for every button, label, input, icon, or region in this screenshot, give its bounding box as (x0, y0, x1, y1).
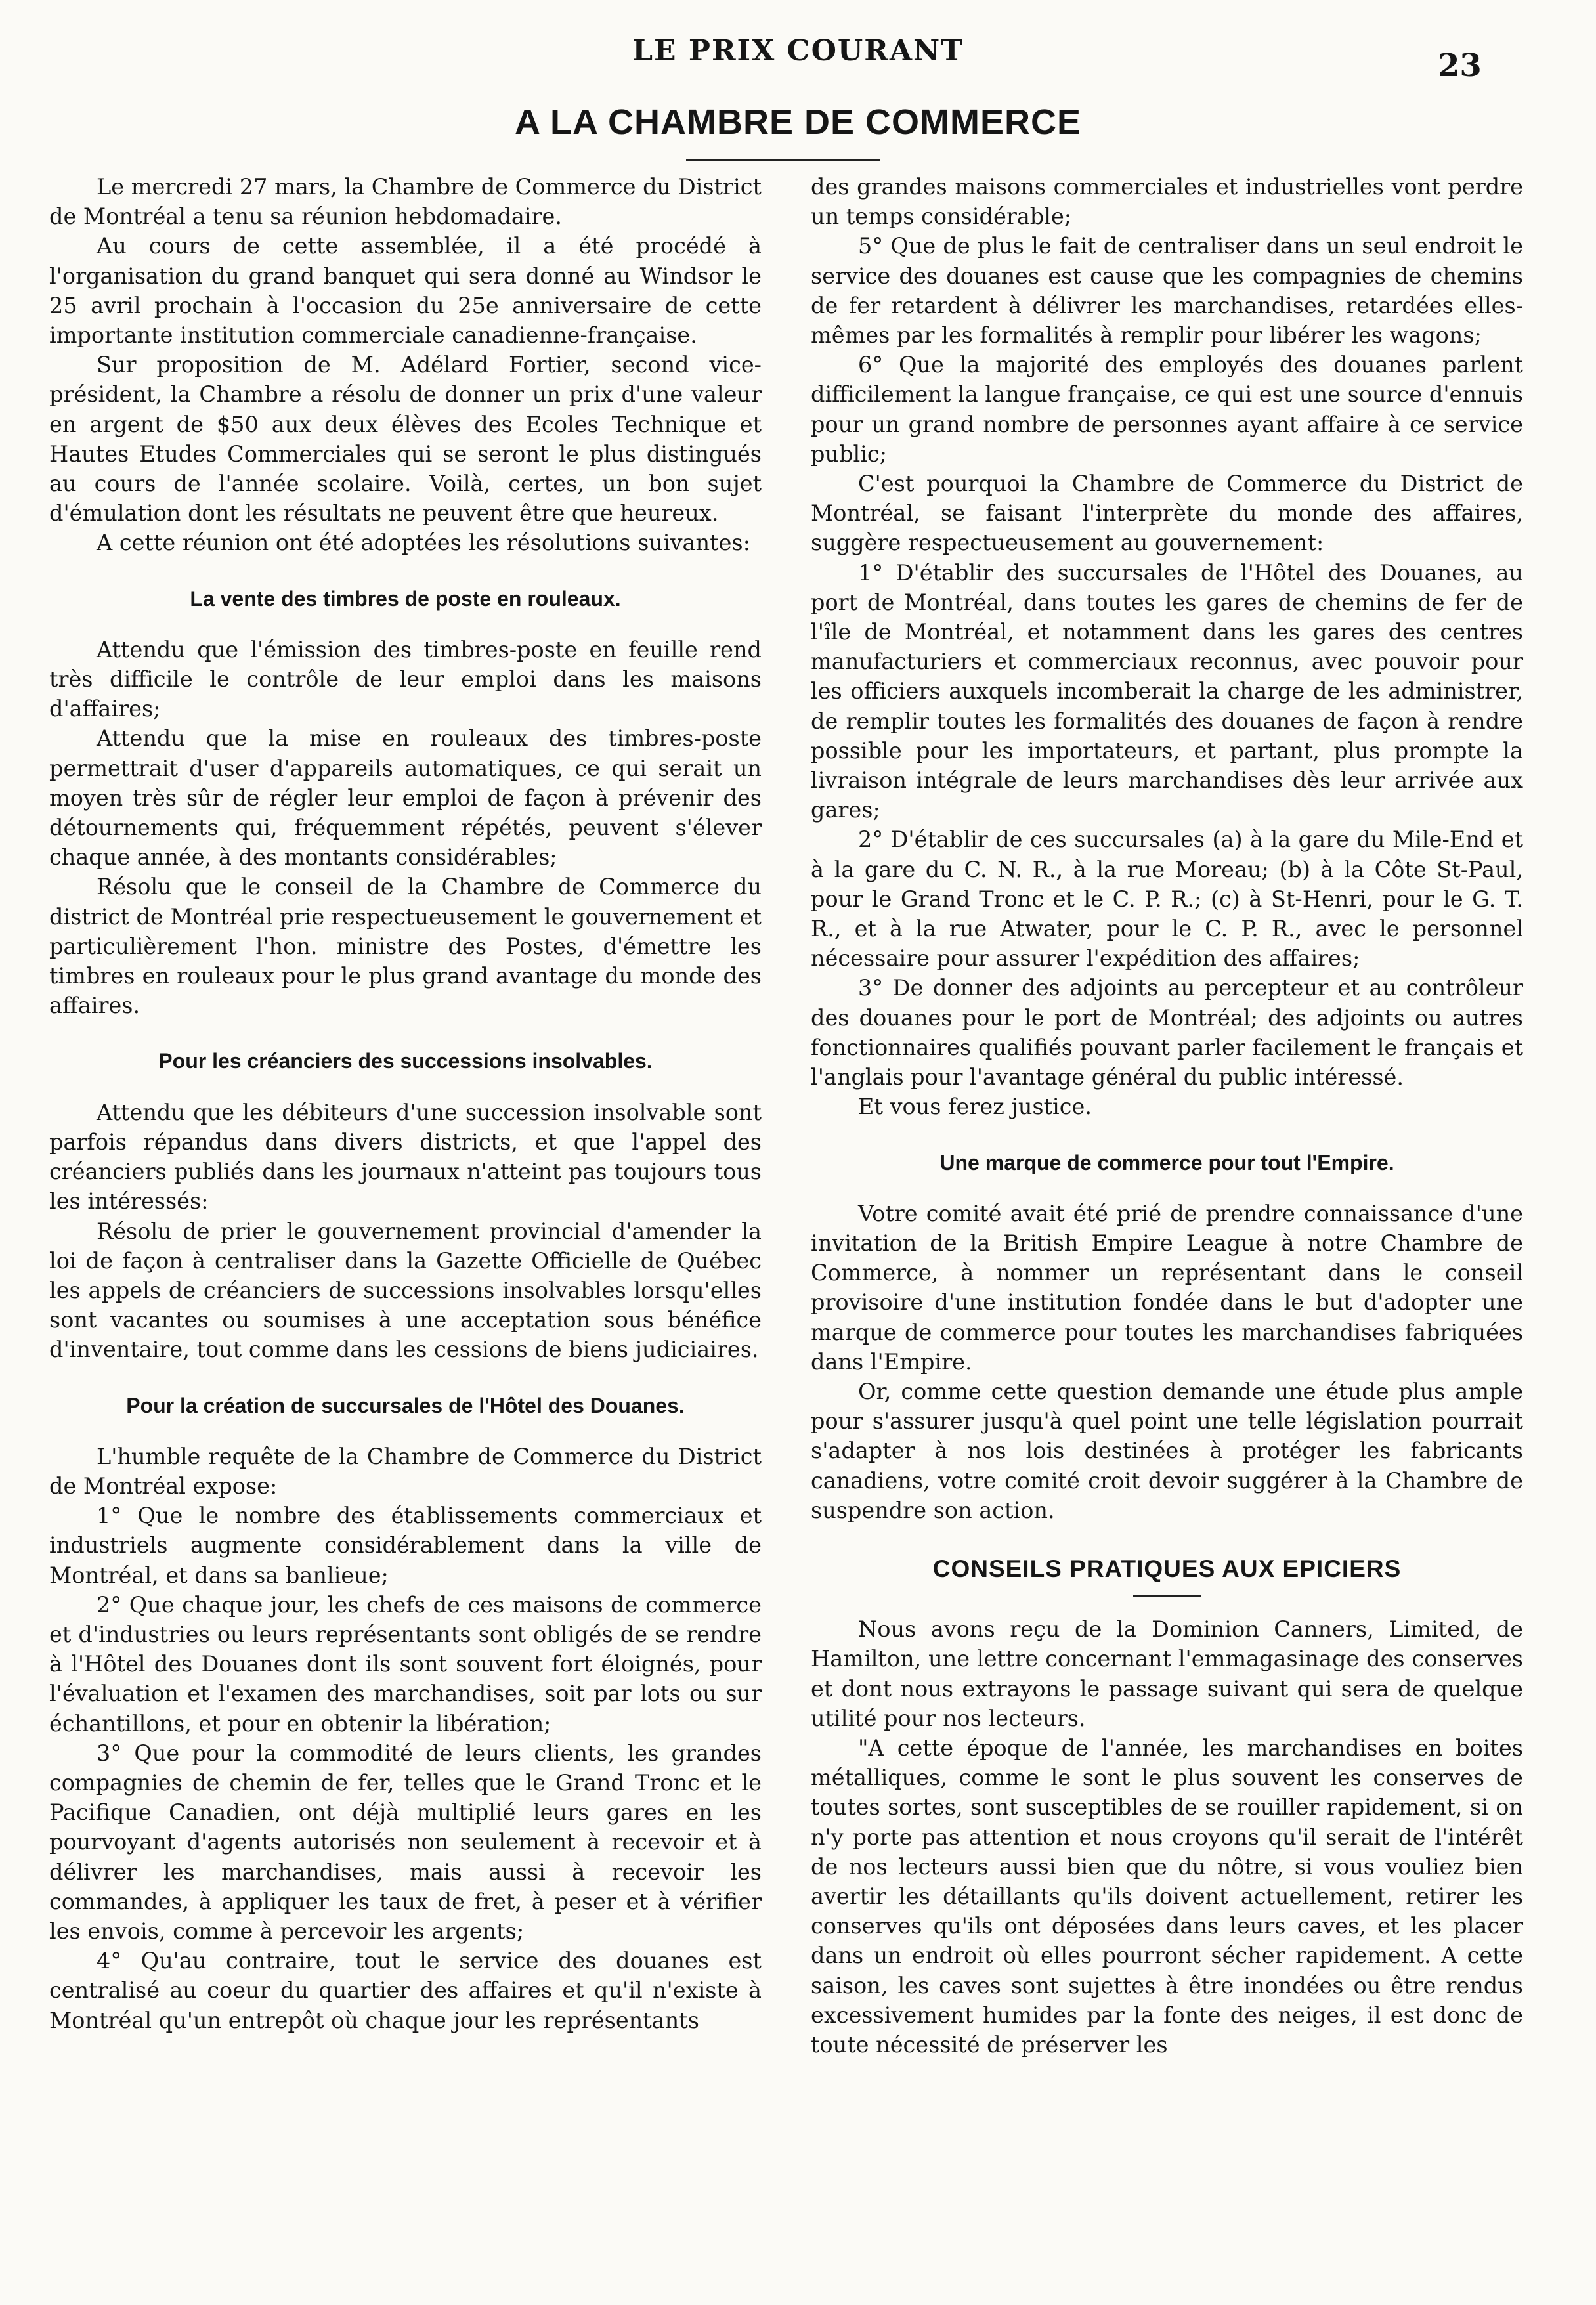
paragraph: "A cette époque de l'année, les marchandises en boites métalliques, comme le sont le plus souvent les conserves de toutes sortes, sont susceptibles de se rouiller rapidement, si on n'y porte pas attention et nous croyons qu'il serait de l'intérêt de nos lecteurs aussi bien que du nôtre, si vous vouliez bien avertir les détaillants qu'ils doivent actuellement, retirer les conserves qu'ils ont déposées dans leurs caves, et les placer dans un endroit où elles pourront sécher rapidement. A cette saison, les caves sont sujettes à être inondées ou être rendus excessivement humides par la fonte des neiges, il est donc de toute nécessité de préserver les (811, 1734, 1523, 2057)
paragraph: 4° Qu'au contraire, tout le service des douanes est centralisé au coeur du quartier des affaires et qu'il n'existe à Montréal qu'un entrepôt où chaque jour les représentants (49, 1948, 762, 2033)
paragraph: 1° Que le nombre des établissements commerciaux et industriels augmente considérablement dans la ville de Montréal, et dans sa banlieue; (49, 1503, 762, 1588)
paragraph: 2° D'établir de ces succursales (a) à la gare du Mile-End et à la gare du C. N. R., à la rue Moreau; (b) à la Côte St-Paul, pour le Grand Tronc et le C. P. R.; (c) à St-Henri, pour le G. T. R., et à la rue Atwater, pour le C. P. R., avec le personnel nécessaire pour assurer l'expédition des affaires; (811, 827, 1523, 972)
paragraph: Résolu que le conseil de la Chambre de Commerce du district de Montréal prie respectueusement le gouvernement et particulièrement l'hon. ministre des Postes, d'émettre les timbres en rouleaux pour le plus grand avantage du monde des affaires. (49, 874, 762, 1019)
paragraph: 1° D'établir des succursales de l'Hôtel des Douanes, au port de Montréal, dans toutes les gares de chemins de fer de l'île de Montréal, et notamment dans les gares des centres manufacturiers et commerciaux reconnus, avec pouvoir pour les officiers auxquels incomberait la charge de les administrer, de remplir toutes les formalités des douanes de façon à rendre possible pour les importateurs, et partant, plus prompte la livraison intégrale de leurs marchandises dès leur arrivée aux gares; (811, 559, 1523, 823)
paragraph: Nous avons reçu de la Dominion Canners, Limited, de Hamilton, une lettre concernant l'emmagasinage des conserves et dont nous extrayons le passage suivant qui sera de quelque utilité pour nos lecteurs. (811, 1616, 1523, 1731)
paragraph: L'humble requête de la Chambre de Commerce du District de Montréal expose: (49, 1443, 762, 1499)
paragraph: C'est pourquoi la Chambre de Commerce du District de Montréal, se faisant l'interprète du monde des affaires, suggère respectueusement au gouvernement: (811, 471, 1523, 556)
paragraph: A cette réunion ont été adoptées les résolutions suivantes: (97, 530, 750, 556)
paragraph: Au cours de cette assemblée, il a été procédé à l'organisation du grand banquet qui sera donné au Windsor le 25 avril prochain à l'occasion du 25e anniversaire de cette importante institution commerciale canadienne-française. (49, 233, 762, 349)
section-title-grocers: CONSEILS PRATIQUES AUX EPICIERS (932, 1555, 1402, 1582)
paragraph: Le mercredi 27 mars, la Chambre de Commerce du District de Montréal a tenu sa réunion hebdomadaire. (49, 174, 762, 230)
paragraph: Or, comme cette question demande une étude plus ample pour s'assurer jusqu'à quel point une telle législation pourrait s'adapter à nos lois destinées à protéger les fabricants canadiens, votre comité croit devoir suggérer à la Chambre de suspendre son action. (811, 1378, 1523, 1523)
paragraph: 6° Que la majorité des employés des douanes parlent difficilement la langue française, ce qui est une source d'ennuis pour un grand nombre de personnes ayant affaire à ce service public; (811, 352, 1523, 467)
journal-header: LE PRIX COURANT (632, 34, 964, 68)
paragraph: 2° Que chaque jour, les chefs de ces maisons de commerce et d'industries ou leurs représentants sont obligés de se rendre à l'Hôtel des Douanes dont ils sont souvent fort éloignés, pour l'évaluation et l'examen des marchandises, soit par lots ou sur échantillons, et pour en obtenir la libération; (49, 1591, 762, 1736)
paragraph: 3° Que pour la commodité de leurs clients, les grandes compagnies de chemin de fer, telles que le Grand Tronc et le Pacifique Canadien, ont déjà multiplié leurs gares en les pourvoyant d'agents autorisés non seulement à recevoir et à délivrer les marchandises, mais aussi à recevoir les commandes, à appliquer les taux de fret, à peser et à vérifier les envois, comme à percevoir les argents; (49, 1740, 762, 1944)
subheading-trademark: Une marque de commerce pour tout l'Empire. (939, 1150, 1394, 1174)
paragraph: Attendu que la mise en rouleaux des timbres-poste permettrait d'user d'appareils automatiques, ce qui serait un moyen très sûr de régler leur emploi de façon à prévenir des détournements qui, fréquemment répétés, peuvent s'élever chaque année, à des montants considérables; (49, 725, 762, 871)
paragraph: Votre comité avait été prié de prendre connaissance d'une invitation de la British Empire League à notre Chambre de Commerce, à nommer un représentant dans le conseil provisoire d'une institution fondée dans le but d'adopter une marque de commerce pour toutes les marchandises fabriquées dans l'Empire. (811, 1200, 1523, 1375)
paragraph: 3° De donner des adjoints au percepteur et au contrôleur des douanes pour le port de Montréal; des adjoints ou autres fonctionnaires qualifiés pouvant parler facilement le français et l'anglais pour l'avantage général du public intéressé. (811, 975, 1523, 1090)
section-rule (1133, 1595, 1201, 1597)
paragraph: Résolu de prier le gouvernement provincial d'amender la loi de façon à centraliser dans la Gazette Officielle de Québec les appels de créanciers de successions insolvables lorsqu'elles sont vacantes ou soumises à une acceptation sous bénéfice d'inventaire, tout comme dans les cessions de biens judiciaires. (49, 1218, 762, 1363)
page-number: 23 (1438, 47, 1482, 84)
left-column (49, 172, 762, 2035)
subheading-stamps: La vente des timbres de poste en rouleaux. (190, 586, 621, 611)
paragraph: Sur proposition de M. Adélard Fortier, second vice-président, la Chambre a résolu de donner un prix d'une valeur en argent de $50 aux deux élèves des Ecoles Technique et Hautes Etudes Commerciales qui se seront le plus distingués au cours de l'année scolaire. Voilà, certes, un bon sujet d'émulation dont les résultats ne peuvent être que heureux. (49, 352, 762, 527)
page-title: A LA CHAMBRE DE COMMERCE (515, 102, 1081, 142)
paragraph: 5° Que de plus le fait de centraliser dans un seul endroit le service des douanes est cause que les compagnies de chemins de fer retardent à délivrer les marchandises, retardées elles-mêmes par les formalités à remplir pour libérer les wagons; (811, 233, 1523, 349)
subheading-customs: Pour la création de succursales de l'Hôtel des Douanes. (126, 1393, 685, 1417)
paragraph: Attendu que l'émission des timbres-poste en feuille rend très difficile le contrôle de leur emploi dans les maisons d'affaires; (49, 636, 762, 722)
paragraph: Et vous ferez justice. (858, 1094, 1092, 1120)
subheading-creditors: Pour les créanciers des successions insolvables. (158, 1049, 653, 1073)
paragraph: des grandes maisons commerciales et industrielles vont perdre un temps considérable; (811, 174, 1523, 230)
paragraph: Attendu que les débiteurs d'une succession insolvable sont parfois répandus dans divers districts, et que l'appel des créanciers publiés dans les journaux n'atteint pas toujours tous les intéressés: (49, 1099, 762, 1215)
right-column (811, 172, 1523, 2059)
title-rule (686, 159, 880, 161)
